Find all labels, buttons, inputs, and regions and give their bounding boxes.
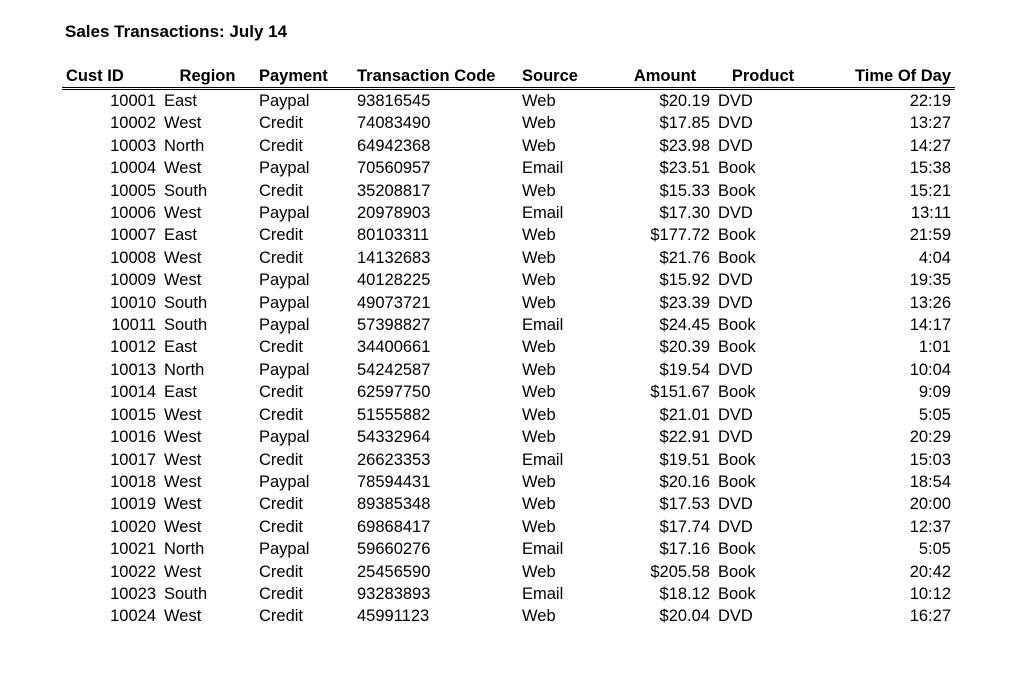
amount-cell[interactable]: $20.04 xyxy=(659,607,710,626)
amount-cell[interactable]: $205.58 xyxy=(650,562,710,581)
region-cell[interactable]: West xyxy=(164,607,202,626)
payment-cell[interactable]: Paypal xyxy=(259,271,310,290)
product-cell[interactable]: DVD xyxy=(718,405,753,424)
product-cell[interactable]: Book xyxy=(718,584,756,603)
source-cell[interactable]: Web xyxy=(522,517,556,536)
region-cell[interactable]: South xyxy=(164,584,208,603)
product-cell[interactable]: Book xyxy=(718,450,756,469)
product-cell[interactable]: Book xyxy=(718,248,756,267)
region-cell[interactable]: North xyxy=(164,136,205,155)
payment-cell[interactable]: Credit xyxy=(259,226,304,245)
region-cell[interactable]: South xyxy=(164,316,208,335)
table-row xyxy=(62,426,955,448)
product-cell[interactable]: Book xyxy=(718,562,756,581)
column-header-cust-id[interactable]: Cust ID xyxy=(62,66,160,89)
amount-cell[interactable]: $15.33 xyxy=(659,181,710,200)
cust-id-cell[interactable]: 10003 xyxy=(110,136,156,155)
time-of-day-cell[interactable]: 10:04 xyxy=(909,360,951,379)
cust-id-cell[interactable]: 10019 xyxy=(110,495,156,514)
cust-id-cell[interactable]: 10014 xyxy=(110,383,156,402)
amount-cell[interactable]: $151.67 xyxy=(650,383,710,402)
source-cell[interactable]: Email xyxy=(522,316,564,335)
cust-id-cell[interactable]: 10004 xyxy=(110,159,156,178)
source-cell[interactable]: Web xyxy=(522,226,556,245)
source-cell[interactable]: Web xyxy=(522,383,556,402)
amount-cell[interactable]: $17.74 xyxy=(659,517,710,536)
column-header-transaction-code[interactable]: Transaction Code xyxy=(353,66,518,89)
source-cell[interactable]: Web xyxy=(522,338,556,357)
table-row xyxy=(62,359,955,381)
source-cell[interactable]: Web xyxy=(522,562,556,581)
source-cell[interactable]: Web xyxy=(522,472,556,491)
table-row xyxy=(62,449,955,471)
transaction-code-cell[interactable]: 40128225 xyxy=(357,271,431,290)
amount-cell[interactable]: $17.53 xyxy=(659,495,710,514)
payment-cell[interactable]: Credit xyxy=(259,248,304,267)
table-row xyxy=(62,112,955,134)
amount-cell[interactable]: $17.16 xyxy=(659,540,710,559)
column-header-region[interactable]: Region xyxy=(160,66,255,89)
product-cell[interactable]: DVD xyxy=(718,360,753,379)
cust-id-cell[interactable]: 10005 xyxy=(110,181,156,200)
product-cell[interactable]: Book xyxy=(718,338,756,357)
product-cell[interactable]: Book xyxy=(718,226,756,245)
time-of-day-cell[interactable]: 20:00 xyxy=(909,495,951,514)
time-of-day-cell[interactable]: 20:42 xyxy=(909,562,951,581)
time-of-day-cell[interactable]: 15:21 xyxy=(909,181,951,200)
time-of-day-cell[interactable]: 1:01 xyxy=(918,338,951,357)
product-cell[interactable]: DVD xyxy=(718,607,753,626)
table-row xyxy=(62,292,955,314)
cust-id-cell[interactable]: 10011 xyxy=(111,316,156,335)
source-cell[interactable]: Web xyxy=(522,360,556,379)
payment-cell[interactable]: Credit xyxy=(259,383,304,402)
cust-id-cell[interactable]: 10009 xyxy=(110,271,156,290)
source-cell[interactable]: Web xyxy=(522,136,556,155)
payment-cell[interactable]: Credit xyxy=(259,517,304,536)
transaction-code-cell[interactable]: 89385348 xyxy=(357,495,431,514)
amount-cell[interactable]: $23.51 xyxy=(659,159,710,178)
cust-id-cell[interactable]: 10022 xyxy=(110,562,156,581)
transaction-code-cell[interactable]: 70560957 xyxy=(357,159,431,178)
time-of-day-cell[interactable]: 22:19 xyxy=(909,92,951,110)
time-of-day-cell[interactable]: 13:27 xyxy=(909,114,951,133)
region-cell[interactable]: West xyxy=(164,159,202,178)
payment-cell[interactable]: Credit xyxy=(259,450,304,469)
payment-cell[interactable]: Paypal xyxy=(259,428,310,447)
cust-id-cell[interactable]: 10006 xyxy=(110,204,156,223)
region-cell[interactable]: East xyxy=(164,226,198,245)
time-of-day-cell[interactable]: 15:38 xyxy=(909,159,951,178)
source-cell[interactable]: Web xyxy=(522,92,556,110)
source-cell[interactable]: Web xyxy=(522,271,556,290)
cust-id-cell[interactable]: 10018 xyxy=(110,472,156,491)
time-of-day-cell[interactable]: 15:03 xyxy=(909,450,951,469)
time-of-day-cell[interactable]: 16:27 xyxy=(909,607,951,626)
source-cell[interactable]: Web xyxy=(522,607,556,626)
time-of-day-cell[interactable]: 14:27 xyxy=(909,136,951,155)
payment-cell[interactable]: Credit xyxy=(259,181,304,200)
table-row xyxy=(62,605,955,627)
table-row xyxy=(62,381,955,403)
time-of-day-cell[interactable]: 13:11 xyxy=(910,204,951,223)
table-row xyxy=(62,583,955,605)
transaction-code-cell[interactable]: 54242587 xyxy=(357,360,431,379)
amount-cell[interactable]: $24.45 xyxy=(659,316,710,335)
table-row xyxy=(62,202,955,224)
source-cell[interactable]: Web xyxy=(522,114,556,133)
table-row xyxy=(62,471,955,493)
column-header-time-of-day[interactable]: Time Of Day xyxy=(812,66,955,89)
time-of-day-cell[interactable]: 12:37 xyxy=(909,517,951,536)
source-cell[interactable]: Web xyxy=(522,405,556,424)
region-cell[interactable]: South xyxy=(164,293,208,312)
time-of-day-cell[interactable]: 9:09 xyxy=(918,383,951,402)
cust-id-cell[interactable]: 10001 xyxy=(110,92,156,110)
product-cell[interactable]: Book xyxy=(718,472,756,491)
source-cell[interactable]: Email xyxy=(522,204,564,223)
transaction-code-cell[interactable]: 74083490 xyxy=(357,114,431,133)
payment-cell[interactable]: Paypal xyxy=(259,472,310,491)
cust-id-cell[interactable]: 10017 xyxy=(110,450,156,469)
table-row xyxy=(62,157,955,179)
payment-cell[interactable]: Credit xyxy=(259,405,304,424)
product-cell[interactable]: DVD xyxy=(718,114,753,133)
payment-cell[interactable]: Paypal xyxy=(259,360,310,379)
product-cell[interactable]: DVD xyxy=(718,92,753,110)
table-row xyxy=(62,538,955,560)
region-cell[interactable]: West xyxy=(164,271,202,290)
transaction-code-cell[interactable]: 51555882 xyxy=(357,405,431,424)
source-cell[interactable]: Email xyxy=(522,159,564,178)
product-cell[interactable]: Book xyxy=(718,159,756,178)
transaction-code-cell[interactable]: 69868417 xyxy=(357,517,431,536)
amount-cell[interactable]: $20.19 xyxy=(659,92,710,110)
payment-cell[interactable]: Paypal xyxy=(259,316,310,335)
region-cell[interactable]: West xyxy=(164,472,202,491)
table-row xyxy=(62,336,955,358)
payment-cell[interactable]: Paypal xyxy=(259,159,310,178)
transaction-code-cell[interactable]: 59660276 xyxy=(357,540,431,559)
region-cell[interactable]: West xyxy=(164,405,202,424)
amount-cell[interactable]: $19.54 xyxy=(659,360,710,379)
time-of-day-cell[interactable]: 13:26 xyxy=(909,293,951,312)
payment-cell[interactable]: Paypal xyxy=(259,92,310,110)
time-of-day-cell[interactable]: 10:12 xyxy=(909,584,951,603)
product-cell[interactable]: DVD xyxy=(718,136,753,155)
payment-cell[interactable]: Credit xyxy=(259,136,304,155)
payment-cell[interactable]: Paypal xyxy=(259,204,310,223)
transaction-code-cell[interactable]: 80103311 xyxy=(357,226,430,245)
transactions-table xyxy=(62,66,955,628)
product-cell[interactable]: DVD xyxy=(718,495,753,514)
amount-cell[interactable]: $22.91 xyxy=(659,428,710,447)
transaction-code-cell[interactable]: 54332964 xyxy=(357,428,431,447)
time-of-day-cell[interactable]: 5:05 xyxy=(918,405,951,424)
cust-id-cell[interactable]: 10024 xyxy=(110,607,156,626)
region-cell[interactable]: West xyxy=(164,248,202,267)
transaction-code-cell[interactable]: 57398827 xyxy=(357,316,431,335)
amount-cell[interactable]: $17.85 xyxy=(659,114,710,133)
amount-cell[interactable]: $17.30 xyxy=(659,204,710,223)
region-cell[interactable]: West xyxy=(164,562,202,581)
cust-id-cell[interactable]: 10015 xyxy=(110,405,156,424)
product-cell[interactable]: Book xyxy=(718,316,756,335)
table-row xyxy=(62,269,955,291)
table-row xyxy=(62,493,955,515)
region-cell[interactable]: West xyxy=(164,450,202,469)
region-cell[interactable]: West xyxy=(164,114,202,133)
source-cell[interactable]: Email xyxy=(522,540,564,559)
amount-cell[interactable]: $177.72 xyxy=(650,226,710,245)
transaction-code-cell[interactable]: 45991123 xyxy=(357,607,430,626)
cust-id-cell[interactable]: 10002 xyxy=(110,114,156,133)
table-row xyxy=(62,89,955,113)
sheet-title: Sales Transactions: July 14 xyxy=(65,22,288,41)
amount-cell[interactable]: $20.39 xyxy=(659,338,710,357)
region-cell[interactable]: East xyxy=(164,338,198,357)
column-header-product[interactable]: Product xyxy=(714,66,812,89)
table-body xyxy=(62,89,955,628)
table-row xyxy=(62,314,955,336)
table-row xyxy=(62,247,955,269)
region-cell[interactable]: North xyxy=(164,360,205,379)
payment-cell[interactable]: Paypal xyxy=(259,540,310,559)
product-cell[interactable]: Book xyxy=(718,383,756,402)
transaction-code-cell[interactable]: 49073721 xyxy=(357,293,431,312)
time-of-day-cell[interactable]: 18:54 xyxy=(909,472,951,491)
time-of-day-cell[interactable]: 20:29 xyxy=(909,428,951,447)
source-cell[interactable]: Web xyxy=(522,248,556,267)
transaction-code-cell[interactable]: 26623353 xyxy=(357,450,431,469)
header-row xyxy=(62,66,955,89)
region-cell[interactable]: West xyxy=(164,428,202,447)
product-cell[interactable]: DVD xyxy=(718,517,753,536)
region-cell[interactable]: East xyxy=(164,383,198,402)
table-row xyxy=(62,224,955,246)
region-cell[interactable]: West xyxy=(164,204,202,223)
transaction-code-cell[interactable]: 34400661 xyxy=(357,338,431,357)
product-cell[interactable]: DVD xyxy=(718,271,753,290)
transaction-code-cell[interactable]: 25456590 xyxy=(357,562,431,581)
table-row xyxy=(62,561,955,583)
transaction-code-cell[interactable]: 35208817 xyxy=(357,181,431,200)
cust-id-cell[interactable]: 10013 xyxy=(110,360,156,379)
cust-id-cell[interactable]: 10010 xyxy=(110,293,156,312)
cust-id-cell[interactable]: 10020 xyxy=(110,517,156,536)
payment-cell[interactable]: Credit xyxy=(259,495,304,514)
region-cell[interactable]: East xyxy=(164,92,198,110)
transaction-code-cell[interactable]: 78594431 xyxy=(357,472,431,491)
product-cell[interactable]: DVD xyxy=(718,428,753,447)
payment-cell[interactable]: Credit xyxy=(259,584,304,603)
transaction-code-cell[interactable]: 62597750 xyxy=(357,383,431,402)
product-cell[interactable]: Book xyxy=(718,540,756,559)
table-row xyxy=(62,404,955,426)
cust-id-cell[interactable]: 10023 xyxy=(110,584,156,603)
transaction-code-cell[interactable]: 14132683 xyxy=(357,248,431,267)
region-cell[interactable]: South xyxy=(164,181,208,200)
cust-id-cell[interactable]: 10016 xyxy=(110,428,156,447)
transaction-code-cell[interactable]: 64942368 xyxy=(357,136,431,155)
cust-id-cell[interactable]: 10021 xyxy=(110,540,156,559)
amount-cell[interactable]: $21.01 xyxy=(659,405,710,424)
amount-cell[interactable]: $15.92 xyxy=(659,271,710,290)
region-cell[interactable]: North xyxy=(164,540,205,559)
source-cell[interactable]: Web xyxy=(522,293,556,312)
amount-cell[interactable]: $18.12 xyxy=(659,584,710,603)
amount-cell[interactable]: $23.98 xyxy=(659,136,710,155)
time-of-day-cell[interactable]: 19:35 xyxy=(909,271,951,290)
table-row xyxy=(62,516,955,538)
region-cell[interactable]: West xyxy=(164,517,202,536)
source-cell[interactable]: Web xyxy=(522,181,556,200)
product-cell[interactable]: DVD xyxy=(718,204,753,223)
cust-id-cell[interactable]: 10007 xyxy=(110,226,156,245)
table-row xyxy=(62,135,955,157)
payment-cell[interactable]: Credit xyxy=(259,114,304,133)
transaction-code-cell[interactable]: 20978903 xyxy=(357,204,431,223)
time-of-day-cell[interactable]: 14:17 xyxy=(909,316,951,335)
column-header-amount[interactable]: Amount xyxy=(616,66,714,89)
transaction-code-cell[interactable]: 93816545 xyxy=(357,92,431,110)
source-cell[interactable]: Email xyxy=(522,450,564,469)
source-cell[interactable]: Web xyxy=(522,428,556,447)
payment-cell[interactable]: Credit xyxy=(259,562,304,581)
payment-cell[interactable]: Credit xyxy=(259,338,304,357)
amount-cell[interactable]: $23.39 xyxy=(659,293,710,312)
source-cell[interactable]: Web xyxy=(522,495,556,514)
amount-cell[interactable]: $19.51 xyxy=(659,450,710,469)
source-cell[interactable]: Email xyxy=(522,584,564,603)
amount-cell[interactable]: $21.76 xyxy=(659,248,710,267)
product-cell[interactable]: Book xyxy=(718,181,756,200)
table-row xyxy=(62,180,955,202)
time-of-day-cell[interactable]: 4:04 xyxy=(918,248,951,267)
payment-cell[interactable]: Credit xyxy=(259,607,304,626)
product-cell[interactable]: DVD xyxy=(718,293,753,312)
time-of-day-cell[interactable]: 5:05 xyxy=(918,540,951,559)
transaction-code-cell[interactable]: 93283893 xyxy=(357,584,431,603)
payment-cell[interactable]: Paypal xyxy=(259,293,310,312)
column-header-payment[interactable]: Payment xyxy=(255,66,353,89)
cust-id-cell[interactable]: 10012 xyxy=(110,338,156,357)
time-of-day-cell[interactable]: 21:59 xyxy=(909,226,951,245)
amount-cell[interactable]: $20.16 xyxy=(659,472,710,491)
column-header-source[interactable]: Source xyxy=(518,66,616,89)
cust-id-cell[interactable]: 10008 xyxy=(110,248,156,267)
region-cell[interactable]: West xyxy=(164,495,202,514)
